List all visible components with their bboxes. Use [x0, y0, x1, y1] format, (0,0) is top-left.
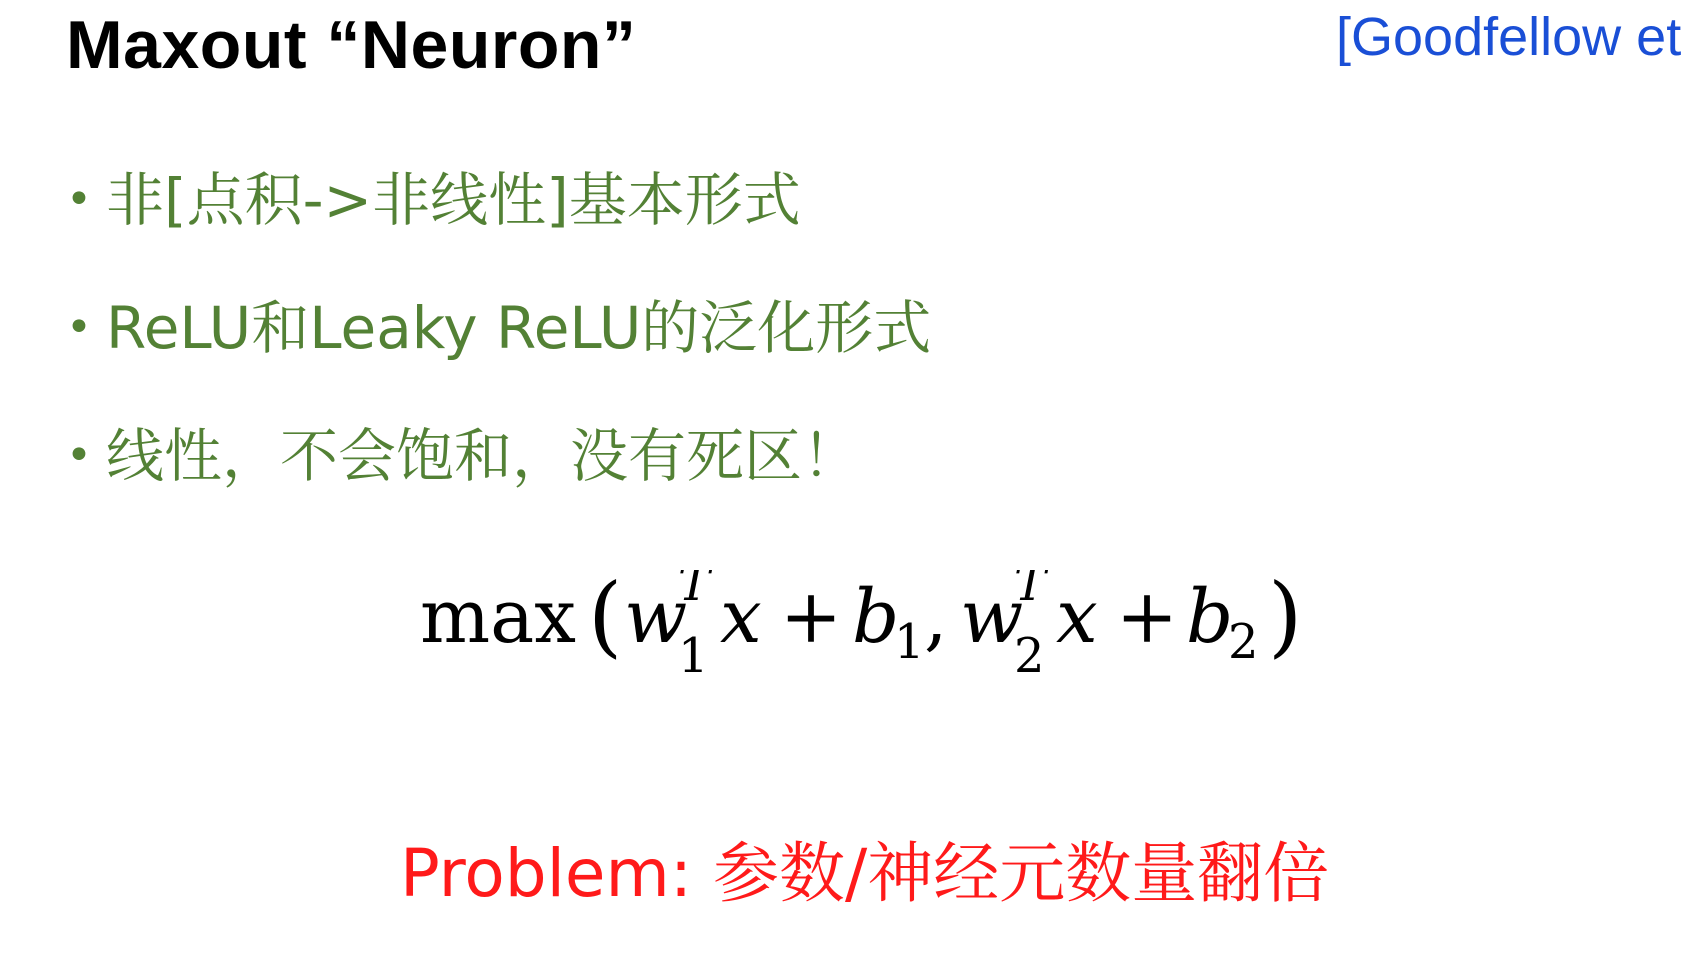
bullet-text: 非[点积->非线性]基本形式: [106, 166, 801, 234]
formula-svg: [420, 570, 1420, 690]
bullet-marker: •: [66, 174, 92, 225]
formula-w1-sub: 1: [678, 628, 709, 684]
formula-plus2: +: [1116, 574, 1179, 660]
bullet-item: [66, 421, 931, 549]
bullet-text: 线性，不会饱和，没有死区！: [106, 422, 861, 490]
formula-w1-sup: T: [678, 570, 711, 612]
formula-comma: ,: [924, 574, 948, 660]
bullet-item: [66, 293, 931, 421]
formula-b1: b: [852, 574, 900, 660]
formula-b1-sub: 1: [894, 614, 925, 670]
maxout-formula: [420, 570, 1420, 690]
problem-statement: Problem: 参数/神经元数量翻倍: [400, 835, 1330, 912]
bullet-text: ReLU和Leaky ReLU的泛化形式: [106, 294, 932, 362]
formula-close-paren: ): [1268, 570, 1303, 667]
bullet-list: [66, 165, 931, 549]
formula-b2-sub: 2: [1228, 614, 1259, 670]
formula-b2: b: [1186, 574, 1234, 660]
slide-title: Maxout “Neuron”: [66, 7, 637, 83]
formula-plus1: +: [780, 574, 843, 660]
formula-func: max: [420, 574, 577, 660]
bullet-marker: •: [66, 302, 92, 353]
bullet-item: [66, 165, 931, 293]
formula-w2-sup: T: [1014, 570, 1047, 612]
formula-x2: x: [1056, 574, 1098, 660]
formula-w2: w: [960, 574, 1024, 660]
citation-reference: [Goodfellow et: [1336, 7, 1682, 67]
formula-w2-sub: 2: [1014, 628, 1045, 684]
formula-w1: w: [624, 574, 688, 660]
formula-x1: x: [720, 574, 762, 660]
bullet-marker: •: [66, 430, 92, 481]
formula-open-paren: (: [588, 570, 623, 667]
